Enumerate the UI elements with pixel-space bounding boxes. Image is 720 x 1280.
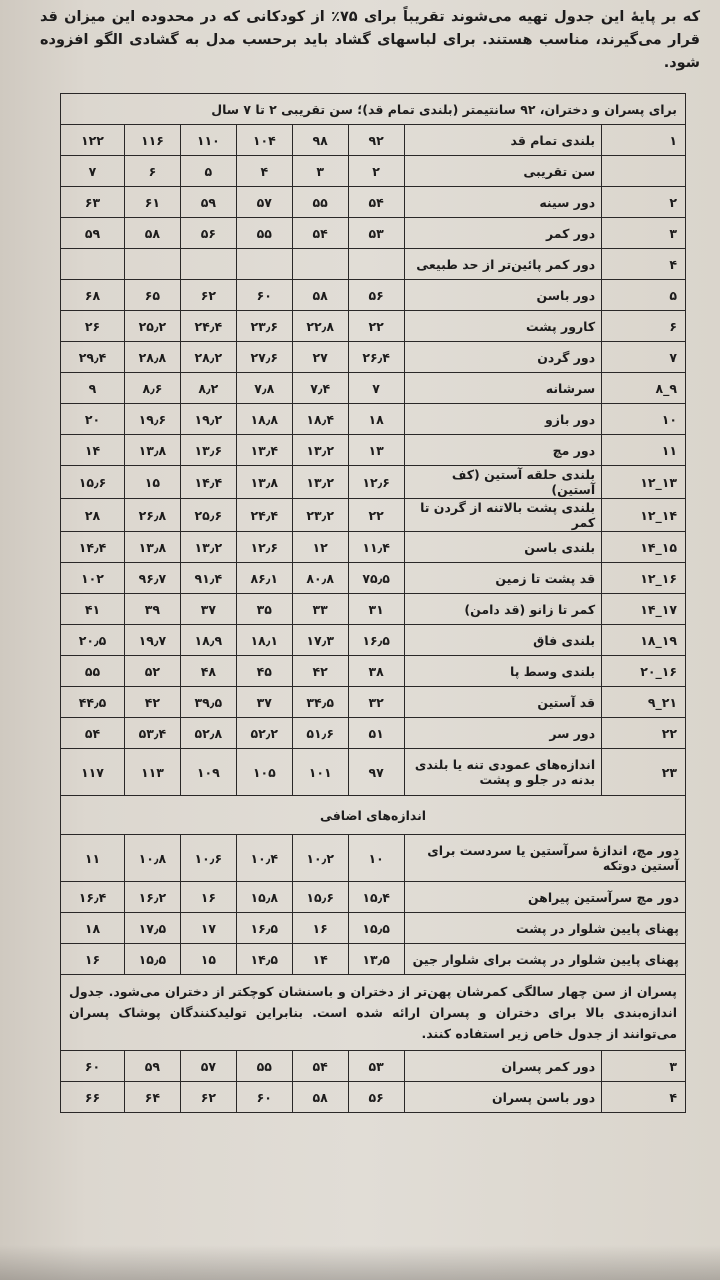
size-value: ۵۶ — [180, 218, 236, 249]
size-value: ۱۸٫۸ — [236, 404, 292, 435]
size-value: ۱۰۱ — [292, 749, 348, 796]
size-value: ۲۷٫۶ — [236, 342, 292, 373]
table-row — [61, 656, 686, 687]
row-index: ۱۸_۱۹ — [602, 625, 686, 656]
size-value: ۲۰٫۵ — [61, 625, 125, 656]
size-value: ۱۰۴ — [236, 125, 292, 156]
size-value: ۳۲ — [348, 687, 404, 718]
extra-value: ۱۶٫۲ — [124, 882, 180, 913]
size-value: ۳۹ — [124, 594, 180, 625]
size-value: ۵۳ — [348, 218, 404, 249]
row-label: کارور پشت — [404, 311, 602, 342]
size-value: ۵۱ — [348, 718, 404, 749]
row-label: دور سینه — [404, 187, 602, 218]
row-index: ۳ — [602, 218, 686, 249]
size-value: ۶۱ — [124, 187, 180, 218]
extra-value: ۱۸ — [61, 913, 125, 944]
size-value: ۵۲٫۸ — [180, 718, 236, 749]
row-index: ۵ — [602, 280, 686, 311]
size-value: ۵۸ — [124, 218, 180, 249]
extra-value: ۱۶ — [180, 882, 236, 913]
size-value: ۵۹ — [180, 187, 236, 218]
size-value: ۵۸ — [292, 280, 348, 311]
size-value: ۵۱٫۶ — [292, 718, 348, 749]
size-value: ۹۲ — [348, 125, 404, 156]
row-label: سرشانه — [404, 373, 602, 404]
size-value: ۹۱٫۴ — [180, 563, 236, 594]
table-row — [61, 499, 686, 532]
size-value: ۶۵ — [124, 280, 180, 311]
size-value: ۶۰ — [236, 280, 292, 311]
size-value: ۲۶٫۸ — [124, 499, 180, 532]
size-value: ۱۰۲ — [61, 563, 125, 594]
row-label: دور گردن — [404, 342, 602, 373]
table-row — [61, 718, 686, 749]
size-value: ۲۰ — [61, 404, 125, 435]
size-value: ۷٫۴ — [292, 373, 348, 404]
row-index: ۱۲_۱۳ — [602, 466, 686, 499]
table-row — [61, 280, 686, 311]
row-label: بلندی حلقه آستین (کف آستین) — [404, 466, 602, 499]
table-row — [61, 218, 686, 249]
size-value: ۶ — [124, 156, 180, 187]
size-value: ۱۱۰ — [180, 125, 236, 156]
size-value — [61, 249, 125, 280]
boys-value: ۶۲ — [180, 1082, 236, 1113]
size-value: ۱۴٫۴ — [180, 466, 236, 499]
row-index: ۱ — [602, 125, 686, 156]
size-value — [236, 249, 292, 280]
size-value: ۲۶٫۴ — [348, 342, 404, 373]
size-value: ۱۹٫۷ — [124, 625, 180, 656]
size-value: ۱۴ — [61, 435, 125, 466]
table-row — [61, 156, 686, 187]
size-value: ۳ — [292, 156, 348, 187]
size-value: ۵۵ — [236, 218, 292, 249]
size-value: ۲۸٫۸ — [124, 342, 180, 373]
row-index: ۱۴_۱۷ — [602, 594, 686, 625]
size-value — [180, 249, 236, 280]
size-value: ۲۳٫۶ — [236, 311, 292, 342]
boys-row — [61, 1051, 686, 1082]
boys-value: ۵۵ — [236, 1051, 292, 1082]
table-row — [61, 435, 686, 466]
extra-value: ۱۶ — [61, 944, 125, 975]
boys-value: ۵۴ — [292, 1051, 348, 1082]
boys-index: ۳ — [602, 1051, 686, 1082]
boys-index: ۴ — [602, 1082, 686, 1113]
size-value: ۱۳٫۲ — [180, 532, 236, 563]
boys-value: ۶۰ — [236, 1082, 292, 1113]
size-value: ۳۸ — [348, 656, 404, 687]
size-value: ۵۲٫۲ — [236, 718, 292, 749]
size-value: ۱۸٫۱ — [236, 625, 292, 656]
table-row — [61, 125, 686, 156]
size-value: ۱۳٫۲ — [292, 466, 348, 499]
extra-value: ۱۵٫۵ — [124, 944, 180, 975]
size-value: ۴۵ — [236, 656, 292, 687]
extra-value: ۱۰٫۸ — [124, 835, 180, 882]
size-value: ۲ — [348, 156, 404, 187]
row-label: دور سر — [404, 718, 602, 749]
extra-value: ۱۰٫۲ — [292, 835, 348, 882]
size-value: ۲۵٫۶ — [180, 499, 236, 532]
row-index: ۱۴_۱۵ — [602, 532, 686, 563]
size-value: ۱۲ — [292, 532, 348, 563]
row-index: ۶ — [602, 311, 686, 342]
intro-text: که بر پایهٔ این جدول تهیه می‌شوند تقریباً برای ۷۵٪ از کودکانی که در محدوده این میزان قد قرار می‌گیرند، مناسب هستند. برای لباسهای گشاد باید برحسب مدل به گشادی الگو افزوده شود. — [40, 9, 700, 71]
size-value: ۵۴ — [292, 218, 348, 249]
row-index: ۱۰ — [602, 404, 686, 435]
size-value: ۴۴٫۵ — [61, 687, 125, 718]
page-shadow — [0, 1245, 720, 1280]
extra-value: ۱۰٫۴ — [236, 835, 292, 882]
size-value: ۵ — [180, 156, 236, 187]
size-value: ۱۸٫۹ — [180, 625, 236, 656]
extra-value: ۱۵٫۶ — [292, 882, 348, 913]
table-row — [61, 249, 686, 280]
size-value: ۷٫۸ — [236, 373, 292, 404]
extra-value: ۱۰٫۶ — [180, 835, 236, 882]
boys-value: ۵۳ — [348, 1051, 404, 1082]
size-value: ۳۷ — [180, 594, 236, 625]
row-index: ۱۲_۱۶ — [602, 563, 686, 594]
size-value: ۳۵ — [236, 594, 292, 625]
row-index — [602, 156, 686, 187]
size-value: ۱۳٫۲ — [292, 435, 348, 466]
size-value: ۵۳٫۴ — [124, 718, 180, 749]
size-value: ۴۱ — [61, 594, 125, 625]
size-value: ۶۲ — [180, 280, 236, 311]
size-value: ۱۱٫۴ — [348, 532, 404, 563]
extra-label: پهنای پایین شلوار در پشت برای شلوار جین — [404, 944, 685, 975]
extra-label: دور مچ سرآستین پیراهن — [404, 882, 685, 913]
size-value: ۴۸ — [180, 656, 236, 687]
extra-row — [61, 913, 686, 944]
size-value: ۲۴٫۴ — [180, 311, 236, 342]
row-index: ۲۰_۱۶ — [602, 656, 686, 687]
row-index: ۱۲_۱۴ — [602, 499, 686, 532]
boys-value: ۶۰ — [61, 1051, 125, 1082]
extra-label: دور مچ، اندازهٔ سرآستین یا سردست برای آستین دوتکه — [404, 835, 685, 882]
row-label: بلندی وسط پا — [404, 656, 602, 687]
size-value: ۴ — [236, 156, 292, 187]
size-value: ۷ — [61, 156, 125, 187]
size-value: ۱۹٫۲ — [180, 404, 236, 435]
size-value: ۱۳٫۸ — [124, 435, 180, 466]
extra-row — [61, 882, 686, 913]
extra-value: ۱۵ — [180, 944, 236, 975]
size-value: ۲۲ — [348, 311, 404, 342]
boys-value: ۶۶ — [61, 1082, 125, 1113]
table-row — [61, 532, 686, 563]
size-value: ۳۴٫۵ — [292, 687, 348, 718]
row-label: دور باسن — [404, 280, 602, 311]
extra-value: ۱۴٫۵ — [236, 944, 292, 975]
size-value: ۲۶ — [61, 311, 125, 342]
size-value: ۸۰٫۸ — [292, 563, 348, 594]
size-table — [60, 93, 686, 1113]
boys-note: پسران از سن چهار سالگی کمرشان پهن‌تر از دختران و باسنشان کوچکتر از دختران می‌شود. جدول اندازه‌بندی بالا برای دختران و پسران ارائه شده است. بنابراین تولیدکنندگان پوشاک پسران می‌توانند از جدول خاص زیر استفاده کنند. — [61, 975, 686, 1051]
table-body — [61, 94, 686, 1113]
row-label: بلندی باسن — [404, 532, 602, 563]
size-value: ۱۲۲ — [61, 125, 125, 156]
size-value: ۵۲ — [124, 656, 180, 687]
size-value: ۹۷ — [348, 749, 404, 796]
row-label: بلندی پشت بالاتنه از گردن تا کمر — [404, 499, 602, 532]
table-caption: برای پسران و دختران، ۹۲ سانتیمتر (بلندی تمام قد)؛ سن تقریبی ۲ تا ۷ سال — [61, 94, 686, 125]
size-value: ۱۳٫۴ — [236, 435, 292, 466]
row-index: ۹_۲۱ — [602, 687, 686, 718]
size-value: ۹۸ — [292, 125, 348, 156]
row-label: بلندی فاق — [404, 625, 602, 656]
size-value: ۵۴ — [61, 718, 125, 749]
size-value: ۴۲ — [124, 687, 180, 718]
size-value — [348, 249, 404, 280]
table-row — [61, 373, 686, 404]
size-value: ۲۵٫۲ — [124, 311, 180, 342]
row-label: دور کمر — [404, 218, 602, 249]
table-row — [61, 187, 686, 218]
boys-label: دور باسن پسران — [404, 1082, 602, 1113]
extra-value: ۱۷ — [180, 913, 236, 944]
table-row — [61, 404, 686, 435]
size-value: ۱۱۷ — [61, 749, 125, 796]
size-value: ۶۳ — [61, 187, 125, 218]
extra-value: ۱۴ — [292, 944, 348, 975]
size-value: ۱۱۶ — [124, 125, 180, 156]
size-value: ۲۴٫۴ — [236, 499, 292, 532]
boys-row — [61, 1082, 686, 1113]
size-value: ۱۵٫۶ — [61, 466, 125, 499]
table-row — [61, 749, 686, 796]
size-value: ۲۹٫۴ — [61, 342, 125, 373]
size-value: ۹ — [61, 373, 125, 404]
extra-label: پهنای پایین شلوار در پشت — [404, 913, 685, 944]
size-value: ۵۵ — [61, 656, 125, 687]
size-value: ۲۷ — [292, 342, 348, 373]
size-value: ۲۸٫۲ — [180, 342, 236, 373]
size-value — [292, 249, 348, 280]
size-value: ۱۱۳ — [124, 749, 180, 796]
size-value: ۷۵٫۵ — [348, 563, 404, 594]
size-value: ۲۳٫۲ — [292, 499, 348, 532]
boys-value: ۵۸ — [292, 1082, 348, 1113]
size-value: ۳۹٫۵ — [180, 687, 236, 718]
size-value — [124, 249, 180, 280]
size-value: ۱۸ — [348, 404, 404, 435]
table-row — [61, 342, 686, 373]
size-value: ۱۸٫۴ — [292, 404, 348, 435]
extra-value: ۱۳٫۵ — [348, 944, 404, 975]
boys-value: ۵۹ — [124, 1051, 180, 1082]
size-value: ۵۷ — [236, 187, 292, 218]
row-index: ۴ — [602, 249, 686, 280]
extra-value: ۱۷٫۵ — [124, 913, 180, 944]
row-index: ۸_۹ — [602, 373, 686, 404]
table-row — [61, 563, 686, 594]
boys-value: ۶۴ — [124, 1082, 180, 1113]
row-index: ۱۱ — [602, 435, 686, 466]
size-value: ۲۲ — [348, 499, 404, 532]
size-value: ۱۷٫۳ — [292, 625, 348, 656]
size-value: ۳۷ — [236, 687, 292, 718]
size-value: ۱۹٫۶ — [124, 404, 180, 435]
size-value: ۱۰۹ — [180, 749, 236, 796]
size-value: ۸٫۶ — [124, 373, 180, 404]
extra-value: ۱۶٫۴ — [61, 882, 125, 913]
size-value: ۵۶ — [348, 280, 404, 311]
row-label: قد آستین — [404, 687, 602, 718]
size-value: ۲۲٫۸ — [292, 311, 348, 342]
extra-row — [61, 944, 686, 975]
row-label: بلندی تمام قد — [404, 125, 602, 156]
row-label: اندازه‌های عمودی تنه یا بلندی بدنه در جلو و پشت — [404, 749, 602, 796]
row-label: دور مچ — [404, 435, 602, 466]
row-label: دور بازو — [404, 404, 602, 435]
size-value: ۱۳٫۸ — [124, 532, 180, 563]
row-index: ۷ — [602, 342, 686, 373]
size-value: ۹۶٫۷ — [124, 563, 180, 594]
row-label: دور کمر پائین‌تر از حد طبیعی — [404, 249, 602, 280]
boys-value: ۵۷ — [180, 1051, 236, 1082]
table-row — [61, 687, 686, 718]
size-value: ۱۲٫۶ — [236, 532, 292, 563]
row-label: کمر تا زانو (قد دامن) — [404, 594, 602, 625]
size-value: ۱۰۵ — [236, 749, 292, 796]
section-row — [61, 796, 686, 835]
size-value: ۳۱ — [348, 594, 404, 625]
extra-value: ۱۵٫۵ — [348, 913, 404, 944]
row-index: ۲ — [602, 187, 686, 218]
extra-value: ۱۶٫۵ — [236, 913, 292, 944]
table-row — [61, 466, 686, 499]
size-value: ۲۸ — [61, 499, 125, 532]
size-value: ۸٫۲ — [180, 373, 236, 404]
row-index: ۲۲ — [602, 718, 686, 749]
size-value: ۴۲ — [292, 656, 348, 687]
size-value: ۵۹ — [61, 218, 125, 249]
table-row — [61, 311, 686, 342]
boys-value: ۵۶ — [348, 1082, 404, 1113]
size-value: ۵۴ — [348, 187, 404, 218]
size-value: ۱۲٫۶ — [348, 466, 404, 499]
size-value: ۸۶٫۱ — [236, 563, 292, 594]
extra-value: ۱۰ — [348, 835, 404, 882]
extra-value: ۱۵٫۴ — [348, 882, 404, 913]
table-row — [61, 625, 686, 656]
note-row — [61, 975, 686, 1051]
size-value: ۷ — [348, 373, 404, 404]
extra-value: ۱۵٫۸ — [236, 882, 292, 913]
extra-row — [61, 835, 686, 882]
size-value: ۱۳٫۸ — [236, 466, 292, 499]
size-value: ۶۸ — [61, 280, 125, 311]
section-title: اندازه‌های اضافی — [61, 796, 686, 835]
size-value: ۳۳ — [292, 594, 348, 625]
row-label: سن تقریبی — [404, 156, 602, 187]
size-value: ۱۳ — [348, 435, 404, 466]
boys-label: دور کمر پسران — [404, 1051, 602, 1082]
caption-row — [61, 94, 686, 125]
extra-value: ۱۱ — [61, 835, 125, 882]
size-value: ۱۵ — [124, 466, 180, 499]
size-value: ۵۵ — [292, 187, 348, 218]
row-label: قد پشت تا زمین — [404, 563, 602, 594]
intro-paragraph — [40, 6, 700, 75]
row-index: ۲۳ — [602, 749, 686, 796]
size-value: ۱۳٫۶ — [180, 435, 236, 466]
size-value: ۱۶٫۵ — [348, 625, 404, 656]
extra-value: ۱۶ — [292, 913, 348, 944]
size-value: ۱۴٫۴ — [61, 532, 125, 563]
table-row — [61, 594, 686, 625]
